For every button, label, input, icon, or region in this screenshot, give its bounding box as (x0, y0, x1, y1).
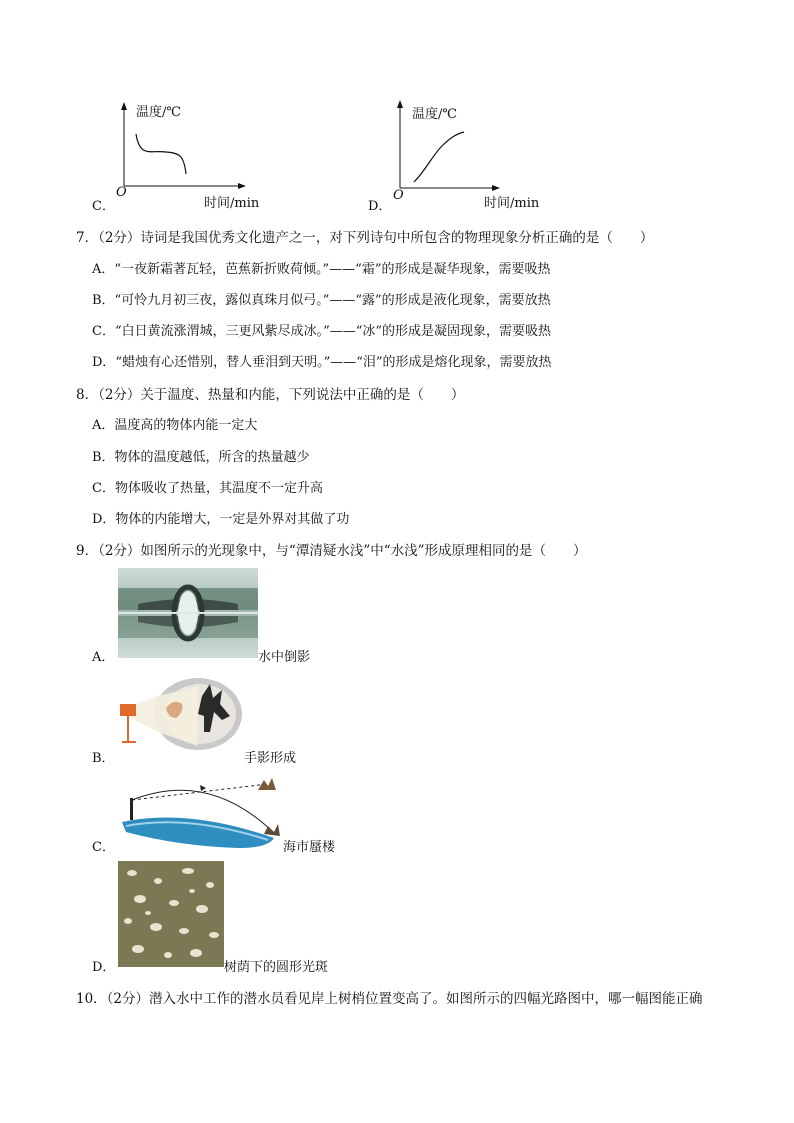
q9-option-d-letter: D． (92, 960, 116, 975)
option-letter: C． (92, 199, 115, 214)
q9-option-a-letter: A． (92, 650, 115, 665)
q7-option-c: C．“白日黄流涨渭城，三更风紫尽成冰。”——“冰”的形成是凝固现象，需要吸热 (92, 324, 552, 339)
q8-option-b: B．物体的温度越低，所含的热量越少 (92, 450, 310, 465)
question-8-stem: 8．（2分）关于温度、热量和内能，下列说法中正确的是（ ） (76, 387, 465, 403)
q8-option-c: C．物体吸收了热量，其温度不一定升高 (92, 481, 323, 496)
question-7-stem: 7．（2分）诗词是我国优秀文化遗产之一，对下列诗句中所包含的物理现象分析正确的是（ ） (76, 230, 654, 246)
graph-d (368, 98, 568, 213)
x-axis-label: 时间/min (484, 196, 540, 211)
q9-option-c-caption: 海市蜃楼 (283, 840, 336, 855)
origin-label: O (116, 185, 127, 200)
bridge-reflection-photo (118, 568, 258, 658)
q7-option-b: B．“可怜九月初三夜，露似真珠月似弓。”——“露”的形成是液化现象，需要放热 (92, 293, 551, 308)
q9-option-c-letter: C． (92, 840, 115, 855)
question-10-stem: 10．（2分）潜入水中工作的潜水员看见岸上树梢位置变高了。如图所示的四幅光路图中，哪一幅图能正确 (76, 991, 703, 1007)
q9-option-a-caption: 水中倒影 (258, 650, 311, 665)
q9-option-b-caption: 手影形成 (244, 751, 297, 766)
y-axis-label: 温度/℃ (412, 107, 457, 122)
q8-option-a: A．温度高的物体内能一定大 (92, 418, 258, 433)
q9-option-d-caption: 树荫下的圆形光斑 (224, 960, 329, 975)
x-axis-label: 时间/min (204, 196, 260, 211)
option-letter: D． (368, 199, 392, 214)
light-spots-photo (118, 861, 224, 967)
question-9-stem: 9．（2分）如图所示的光现象中，与“潭清疑水浅”中“水浅”形成原理相同的是（ ） (76, 543, 587, 559)
y-axis-label: 温度/℃ (136, 105, 181, 120)
q7-option-a: A．“一夜新霜著瓦轻，芭蕉新折败荷倾。”——“霜”的形成是凝华现象，需要吸热 (92, 262, 551, 277)
q7-option-d: D．“蜡烛有心还惜别，替人垂泪到天明。”——“泪”的形成是熔化现象，需要放热 (92, 355, 552, 370)
origin-label: O (393, 188, 404, 203)
mirage-diagram (118, 770, 283, 850)
graph-c (92, 98, 272, 213)
q8-option-d: D．物体的内能增大，一定是外界对其做了功 (92, 512, 350, 527)
hand-shadow-photo (118, 676, 243, 756)
q9-option-b-letter: B． (92, 751, 115, 766)
